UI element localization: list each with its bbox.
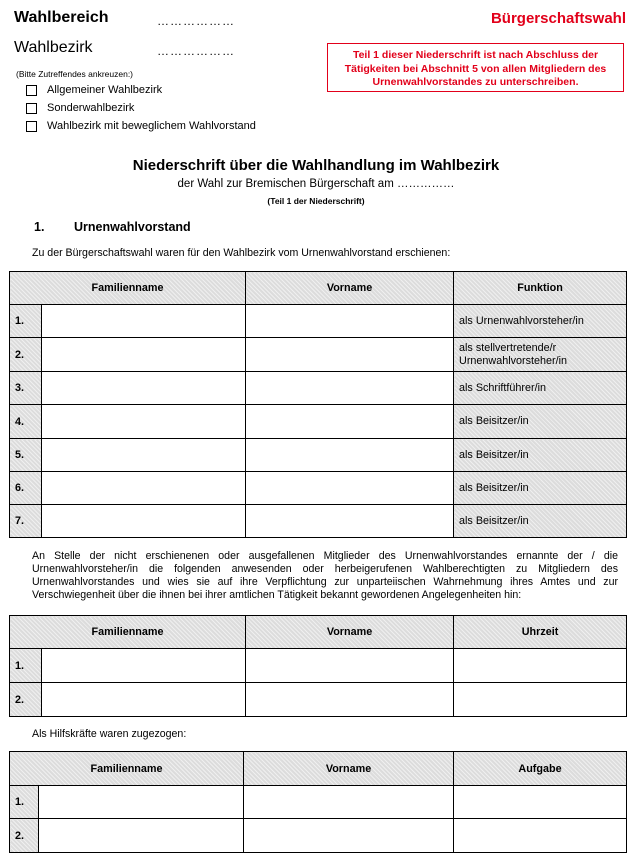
table-row bbox=[10, 305, 627, 338]
table-row bbox=[10, 338, 627, 372]
table-header-row bbox=[10, 272, 627, 305]
aufgabe-cell[interactable] bbox=[454, 786, 627, 819]
helpers-intro: Als Hilfskräfte waren zugezogen: bbox=[32, 728, 187, 740]
familienname-cell[interactable] bbox=[42, 649, 246, 683]
funktion-cell: als Beisitzer/in bbox=[454, 439, 627, 472]
wahlbezirk-dots[interactable]: ……………… bbox=[157, 44, 235, 58]
wahlbezirk-label: Wahlbezirk bbox=[14, 39, 93, 56]
table-wahlvorstand bbox=[9, 271, 627, 538]
vorname-cell[interactable] bbox=[244, 819, 454, 853]
row-number: 3. bbox=[10, 372, 42, 405]
wahlbereich-dots[interactable]: ……………… bbox=[157, 14, 235, 28]
familienname-cell[interactable] bbox=[42, 683, 246, 717]
funktion-cell: als Beisitzer/in bbox=[454, 505, 627, 538]
checkbox-beweglich[interactable] bbox=[26, 121, 37, 132]
vorname-cell[interactable] bbox=[246, 372, 454, 405]
familienname-cell[interactable] bbox=[39, 819, 244, 853]
table-row bbox=[10, 505, 627, 538]
familienname-cell[interactable] bbox=[42, 505, 246, 538]
option-allgemein[interactable] bbox=[26, 84, 162, 96]
table-row bbox=[10, 472, 627, 505]
table-row bbox=[10, 649, 627, 683]
col-header-vorname: Vorname bbox=[244, 752, 454, 786]
col-header-uhrzeit: Uhrzeit bbox=[454, 616, 627, 649]
notice-box: Teil 1 dieser Niederschrift ist nach Abschluss der Tätigkeiten bei Abschnitt 5 von allen Mitgliedern des Urnenwahlvorstandes zu unterschreiben. bbox=[327, 43, 624, 92]
checkbox-allgemein[interactable] bbox=[26, 85, 37, 96]
row-number: 2. bbox=[10, 338, 42, 372]
row-number: 1. bbox=[10, 305, 42, 338]
option-sonder-label: Sonderwahlbezirk bbox=[47, 102, 135, 114]
option-sonder[interactable] bbox=[26, 102, 134, 114]
section-title: Urnenwahlvorstand bbox=[74, 220, 191, 234]
table-row bbox=[10, 405, 627, 439]
vorname-cell[interactable] bbox=[244, 786, 454, 819]
col-header-vorname: Vorname bbox=[246, 616, 454, 649]
row-number: 2. bbox=[10, 819, 39, 853]
familienname-cell[interactable] bbox=[39, 786, 244, 819]
col-header-familienname: Familienname bbox=[10, 752, 244, 786]
replacement-paragraph: An Stelle der nicht erschienenen oder ausgefallenen Mitglieder des Urnenwahlvorstandes ernannte der / die Urnenwahlvorsteher/in die folgenden anwesenden oder herbeigerufenen Wahlberechtigten zu Mitgliedern des Urnenwahlvorstandes und wies sie auf ihre Verpflichtung zur unparteiischen Wahrnehmung ihres Amtes und zur Verschwiegenheit über die ihnen bei ihrer amtlichen Tätigkeit bekannt gewordenen Angelegenheiten hin: bbox=[32, 550, 618, 601]
funktion-cell: als Urnenwahlvorsteher/in bbox=[454, 305, 627, 338]
row-number: 1. bbox=[10, 786, 39, 819]
table-row bbox=[10, 819, 627, 853]
col-header-familienname: Familienname bbox=[10, 616, 246, 649]
section-intro: Zu der Bürgerschaftswahl waren für den Wahlbezirk vom Urnenwahlvorstand erschienen: bbox=[32, 247, 451, 259]
familienname-cell[interactable] bbox=[42, 405, 246, 439]
vorname-cell[interactable] bbox=[246, 649, 454, 683]
row-number: 5. bbox=[10, 439, 42, 472]
vorname-cell[interactable] bbox=[246, 338, 454, 372]
checkbox-sonder[interactable] bbox=[26, 103, 37, 114]
row-number: 7. bbox=[10, 505, 42, 538]
option-allgemein-label: Allgemeiner Wahlbezirk bbox=[47, 84, 163, 96]
table-ersatzmitglieder bbox=[9, 615, 627, 717]
familienname-cell[interactable] bbox=[42, 472, 246, 505]
table-row bbox=[10, 372, 627, 405]
election-title: Bürgerschaftswahl bbox=[490, 10, 626, 27]
vorname-cell[interactable] bbox=[246, 505, 454, 538]
vorname-cell[interactable] bbox=[246, 472, 454, 505]
funktion-cell: als Beisitzer/in bbox=[454, 405, 627, 439]
familienname-cell[interactable] bbox=[42, 372, 246, 405]
table-row bbox=[10, 786, 627, 819]
row-number: 1. bbox=[10, 649, 42, 683]
row-number: 6. bbox=[10, 472, 42, 505]
table-hilfskraefte bbox=[9, 751, 627, 853]
funktion-cell: als Beisitzer/in bbox=[454, 472, 627, 505]
document-part-note: (Teil 1 der Niederschrift) bbox=[267, 196, 365, 206]
familienname-cell[interactable] bbox=[42, 338, 246, 372]
table-header-row bbox=[10, 752, 627, 786]
section-heading bbox=[34, 220, 191, 234]
table-row bbox=[10, 439, 627, 472]
document-title: Niederschrift über die Wahlhandlung im Wahlbezirk bbox=[132, 157, 500, 174]
funktion-cell: als stellvertretende/r Urnenwahlvorsteher/in bbox=[454, 338, 627, 372]
row-number: 2. bbox=[10, 683, 42, 717]
table-header-row bbox=[10, 616, 627, 649]
familienname-cell[interactable] bbox=[42, 305, 246, 338]
uhrzeit-cell[interactable] bbox=[454, 649, 627, 683]
section-number: 1. bbox=[34, 220, 45, 234]
selection-hint: (Bitte Zutreffendes ankreuzen:) bbox=[16, 69, 134, 79]
col-header-aufgabe: Aufgabe bbox=[454, 752, 627, 786]
col-header-funktion: Funktion bbox=[454, 272, 627, 305]
vorname-cell[interactable] bbox=[246, 683, 454, 717]
option-beweglich-label: Wahlbezirk mit beweglichem Wahlvorstand bbox=[47, 120, 256, 132]
table-row bbox=[10, 683, 627, 717]
option-beweglich[interactable] bbox=[26, 120, 256, 132]
familienname-cell[interactable] bbox=[42, 439, 246, 472]
funktion-cell: als Schriftführer/in bbox=[454, 372, 627, 405]
aufgabe-cell[interactable] bbox=[454, 819, 627, 853]
wahlbereich-label: Wahlbereich bbox=[14, 9, 109, 26]
vorname-cell[interactable] bbox=[246, 439, 454, 472]
row-number: 4. bbox=[10, 405, 42, 439]
col-header-vorname: Vorname bbox=[246, 272, 454, 305]
vorname-cell[interactable] bbox=[246, 405, 454, 439]
document-subtitle: der Wahl zur Bremischen Bürgerschaft am …………… bbox=[177, 178, 455, 190]
uhrzeit-cell[interactable] bbox=[454, 683, 627, 717]
col-header-familienname: Familienname bbox=[10, 272, 246, 305]
vorname-cell[interactable] bbox=[246, 305, 454, 338]
